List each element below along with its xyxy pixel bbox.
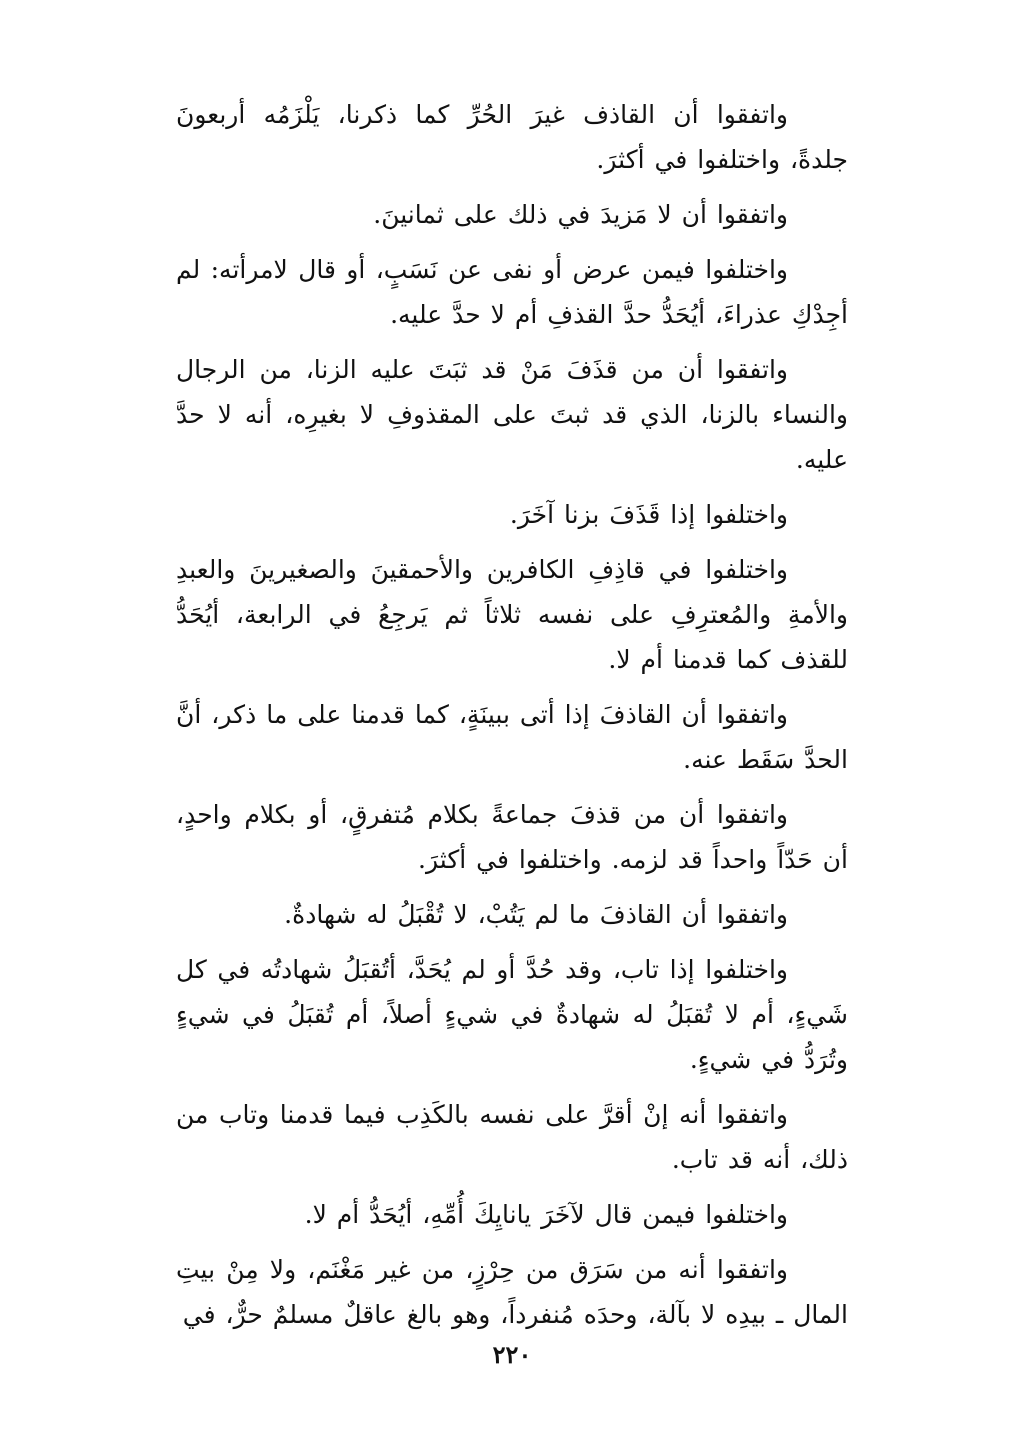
paragraph-10: واختلفوا إذا تاب، وقد حُدَّ أو لم يُحَدَّ، أتُقبَلُ شهادتُه في كل شَيءٍ، أم لا تُقبَلُ له شهادةٌ في شيءٍ أصلاً، أم تُقبَلُ في شيءٍ وتُرَدُّ في شيءٍ.	[176, 955, 848, 1074]
page-number: ٢٢٠	[492, 1340, 532, 1369]
paragraph-13: واتفقوا أنه من سَرَق من حِرْزٍ، من غير مَغْنَم، ولا مِنْ بيتِ المال ـ بيدِه لا بآلة، وحدَه مُنفرداً، وهو بالغ عاقلٌ مسلمٌ حرٌّ، في	[176, 1255, 848, 1329]
paragraph-5: واختلفوا إذا قَذَفَ بزنا آخَرَ.	[509, 500, 788, 529]
paragraph-4: واتفقوا أن من قذَفَ مَنْ قد ثبَتَ عليه الزنا، من الرجال والنساء بالزنا، الذي قد ثبتَ على المقذوفِ لا بغيرِه، أنه لا حدَّ عليه.	[176, 355, 848, 474]
paragraph-1: واتفقوا أن القاذف غيرَ الحُرِّ كما ذكرنا، يَلْزَمُه أربعونَ جلدةً، واختلفوا في أكثرَ.	[176, 100, 848, 174]
paragraph-2: واتفقوا أن لا مَزيدَ في ذلك على ثمانينَ.	[373, 200, 788, 229]
paragraph-12: واختلفوا فيمن قال لآخَرَ يانايِكَ أُمِّهِ، أيُحَدُّ أم لا.	[304, 1200, 788, 1229]
paragraph-11: واتفقوا أنه إنْ أقرَّ على نفسه بالكَذِب فيما قدمنا وتاب من ذلك، أنه قد تاب.	[176, 1100, 848, 1174]
text-body	[176, 92, 848, 1347]
paragraph-8: واتفقوا أن من قذفَ جماعةً بكلام مُتفرقٍ، أو بكلام واحدٍ، أن حَدّاً واحداً قد لزمه. واختلفوا في أكثرَ.	[176, 800, 848, 874]
paragraph-3: واختلفوا فيمن عرض أو نفى عن نَسَبٍ، أو قال لامرأته: لم أجِدْكِ عذراءَ، أيُحَدُّ حدَّ القذفِ أم لا حدَّ عليه.	[176, 255, 848, 329]
paragraph-7: واتفقوا أن القاذفَ إذا أتى ببينَةٍ، كما قدمنا على ما ذكر، أنَّ الحدَّ سَقَط عنه.	[176, 700, 848, 774]
paragraph-9: واتفقوا أن القاذفَ ما لم يَتُبْ، لا تُقْبَلُ له شهادةٌ.	[284, 900, 788, 929]
paragraph-6: واختلفوا في قاذِفِ الكافرين والأحمقينَ والصغيرينَ والعبدِ والأمةِ والمُعترِفِ على نفسه ثلاثاً ثم يَرجِعُ في الرابعة، أيُحَدُّ للقذف كما قدمنا أم لا.	[176, 555, 848, 674]
